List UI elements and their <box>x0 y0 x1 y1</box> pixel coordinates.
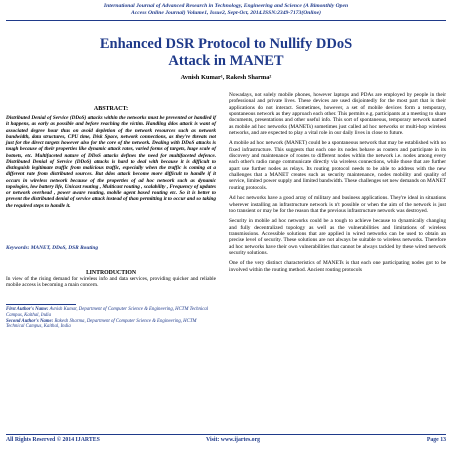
first-author-note <box>6 307 216 318</box>
body-paragraph: Security in mobile ad hoc networks could be a tough to achieve because to dynamically changing and fully decentralized topology as well as the vulnerabilities and limitations of wireless transmissions. Accessible solutions that are applied in wired networks can be used to obtain an precise level of security. These solutions are not always be suitable to wireless networks. Therefore ad hoc networks have their own vulnerabilities that cannot be always tackled by these wired network security solutions. <box>229 218 446 256</box>
abstract-heading: ABSTRACT: <box>93 106 129 112</box>
footer-page-number: Page 13 <box>426 437 446 443</box>
paper-title-line1: Enhanced DSR Protocol to Nullify DDoS <box>99 36 353 52</box>
introduction-text: In view of the rising demand for wireless info and data services, providing quicker and reliable mobile access is becoming a main concern. <box>6 275 216 289</box>
paper-title <box>0 36 452 70</box>
abstract-text: Distributed Denial of Service (DDoS) attacks within the networks must be prevented or handled if it happens, as early as possible and before reaching the victim. Handling ddos attack is want of associated degree hour thus on avoid depletion of the network resources such as network bandwidth, data structures, CPU time, Disk Space, network connections, as they're threats not just for the direct targets however also for the core of the network. Dealing with DDoS attacks is tough because of their properties like dynamic attack rates, varied forms of targets, huge scale of botnets, etc. Multifaceted nature of DDoS attacks defines the need for multifaceted defence. Distributed Denial of Service (DDoS) attacks is hard to deal with because it is difficult to distinguish legitimate traffic from malicious traffic, especially when the traffic is coming at a different rate from distributed sources. But ddos attack become more difficult to handle if it occurs in wireless network because of the properties of ad hoc network such as dynamic topologies, low battery life, Unicast routing , Multicast routing , scalability , Frequency of updates or network overhead , power aware routing, mobile agent based routing etc. So it is better to prevent the distributed denial of service attack instead of than permitting it to occur and so taking the required steps to handle it. <box>6 115 216 209</box>
first-author-text: Avnish Kumar, Department of Computer Science & Engineering, HCTM Technical Campus, Kaithal, India <box>6 307 209 319</box>
second-author-label: Second Author's Name: <box>6 318 54 324</box>
footnote-divider <box>6 304 76 305</box>
paper-title-line2: Attack in MANET <box>168 53 284 69</box>
body-paragraph: One of the very distinct characteristics of MANETs is that each one participating nodes got to be involved within the routing method. Ancient routing protocols <box>229 260 446 273</box>
footer-divider <box>6 434 446 435</box>
journal-header-line2: Access Online Journal) Volume1, Issue2, Sept-Oct, 2014.ISSN:2349-7173(Online) <box>131 10 321 16</box>
second-author-text: Rakesh Sharma, Department of Computer Science & Engineering, HCTM Technical Campus, Kaithal, India <box>6 318 197 330</box>
author-affiliations <box>6 304 216 329</box>
journal-header <box>0 3 452 17</box>
header-divider <box>6 20 446 21</box>
body-paragraph: A mobile ad hoc network (MANET) could be a spontaneous network that may be established with no fixed infrastructure. This suggests that each one its nodes behave as routers and participate in its discovery and maintenance of routes to different nodes within the network i.e. nodes among every each other's radio range communicate directly via wireless connections, while those that are further apart use further nodes as relays. Its routing protocol needs to be able to address with the new challenges that a MANET creates such as security maintenance, nodes mobility and quality of service, limited power supply and limited bandwidth. These challenges set new demands on MANET routing protocols. <box>229 140 446 191</box>
left-column <box>6 92 216 330</box>
body-paragraph: Nowadays, not solely mobile phones, however laptops and PDAs are employed by people in their professional and private lives. These devices are used disjointedly for the most part that is their applications do not interact. Sometimes, however, a set of mobile devices form a temporary, spontaneous network as they approach each other. This permits e.g. participants at a meeting to share documents, presentations and other useful info. This sort of spontaneous, temporary network named as mobile ad hoc networks (MANETs) sometimes just called ad hoc networks or multi-hop wireless networks, and are expected to play a vital role in our daily lives in close to future. <box>229 92 446 137</box>
introduction-heading: I.INTRODUCTION <box>85 269 137 276</box>
paper-authors: Avnish Kumar¹, Rakesh Sharma² <box>180 74 272 81</box>
body-paragraph: Ad hoc networks have a good array of military and business applications. They're ideal in situations wherever installing an infrastructure network is n't possible or when the aim of the network is just too transient or may be for the reason that the previous infrastructure network was destroyed. <box>229 195 446 214</box>
footer-visit-link[interactable]: Visit: www.ijartes.org <box>206 437 261 443</box>
journal-header-line1: International Journal of Advanced Research in Technology, Engineering and Science (A Bimonthly Open <box>103 3 349 9</box>
first-author-label: First Author's Name: <box>6 307 49 313</box>
right-column <box>229 92 446 277</box>
keywords: Keywords: MANET, DDoS, DSR Routing <box>6 244 99 251</box>
footer-rights: All Rights Reserved © 2014 IJARTES <box>6 437 100 443</box>
second-author-note <box>6 319 216 330</box>
